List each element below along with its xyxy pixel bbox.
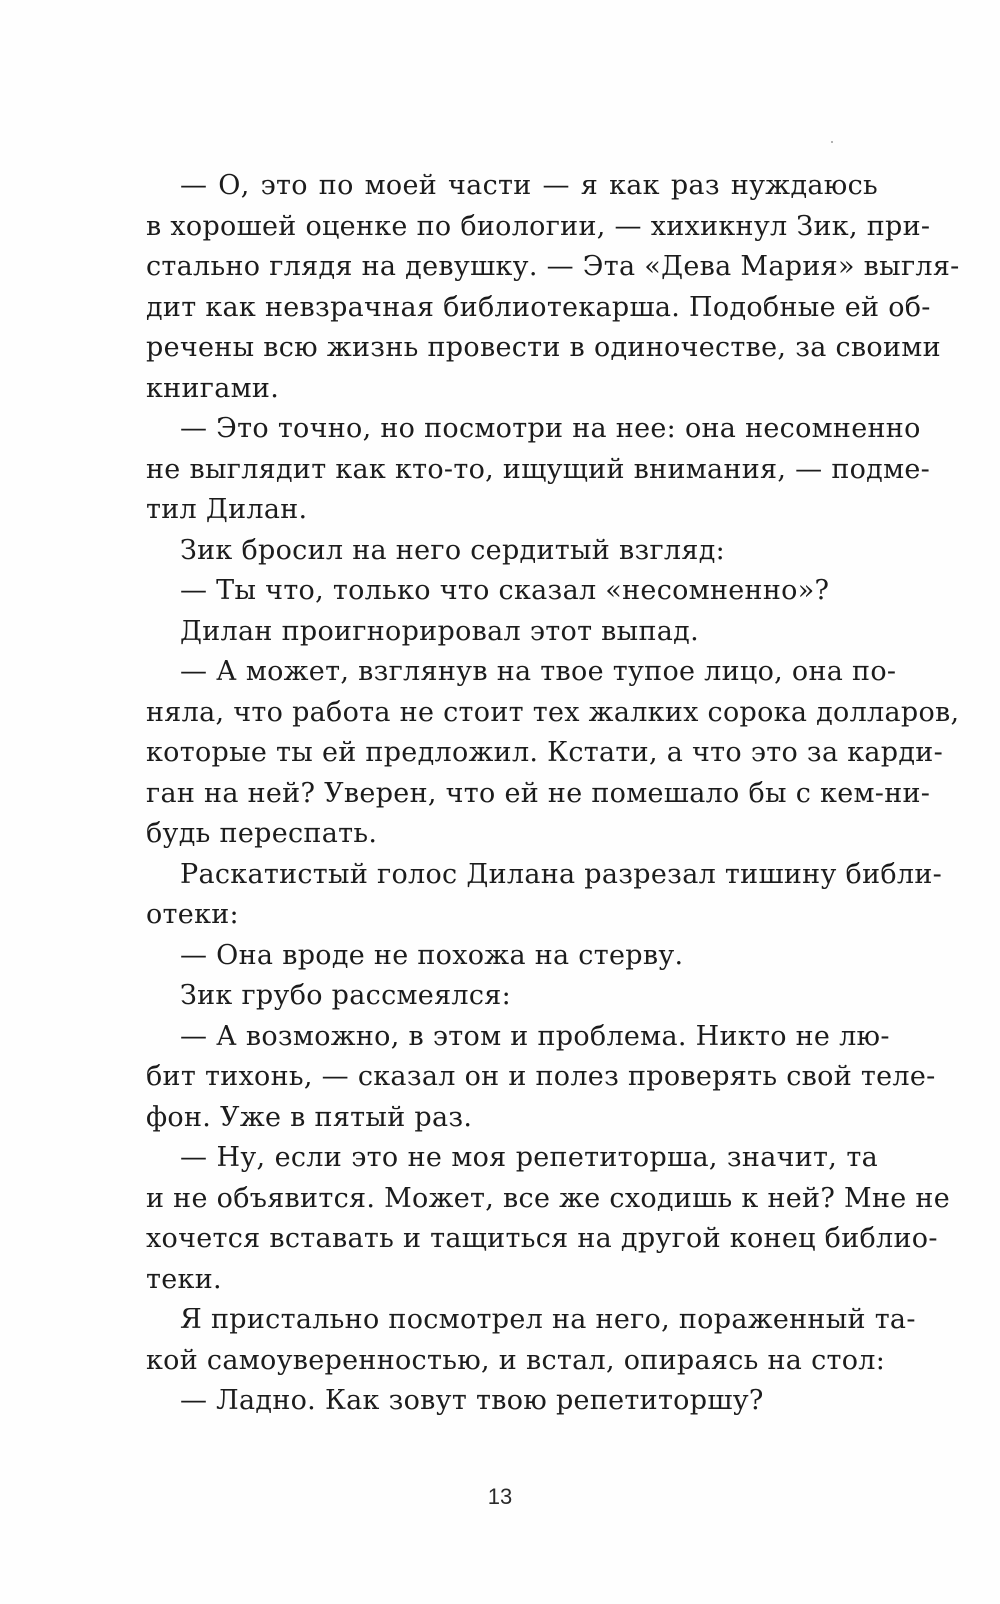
- paper-speck: [831, 141, 833, 143]
- text-line: Зик грубо рассмеялся:: [180, 980, 512, 1011]
- text-line: кой самоуверенностью, и встал, опираясь на стол:: [146, 1344, 886, 1376]
- text-line: стально глядя на девушку. — Эта «Дева Мария» выгля-: [146, 251, 960, 282]
- text-line: няла, что работа не стоит тех жалких сорока долларов,: [146, 696, 960, 728]
- text-line: — О, это по моей части — я как раз нуждаюсь: [180, 170, 878, 201]
- text-line: ган на ней? Уверен, что ей не помешало бы с кем-ни-: [146, 777, 931, 809]
- text-line: — А может, взглянув на твое тупое лицо, она по-: [180, 656, 897, 687]
- text-line: Я пристально посмотрел на него, пораженный та-: [180, 1304, 916, 1335]
- text-line: — Ладно. Как зовут твою репетиторшу?: [180, 1385, 764, 1416]
- body-text: [146, 166, 960, 1422]
- text-line: дит как невзрачная библиотекарша. Подобные ей об-: [146, 291, 931, 323]
- text-line: тил Дилан.: [146, 494, 308, 525]
- text-line: которые ты ей предложил. Кстати, а что это за карди-: [146, 737, 944, 768]
- text-line: в хорошей оценке по биологии, — хихикнул Зик, при-: [146, 210, 931, 242]
- text-line: — А возможно, в этом и проблема. Никто не лю-: [180, 1020, 890, 1052]
- page-number: 13: [487, 1484, 513, 1509]
- text-line: Раскатистый голос Дилана разрезал тишину библи-: [180, 858, 943, 890]
- text-line: — Это точно, но посмотри на нее: она несомненно: [180, 413, 921, 444]
- text-line: — Ну, если это не моя репетиторша, значит, та: [180, 1142, 878, 1173]
- text-line: — Ты что, только что сказал «несомненно»?: [180, 575, 830, 606]
- text-line: теки.: [146, 1263, 222, 1295]
- text-line: и не объявится. Может, все же сходишь к ней? Мне не: [146, 1182, 950, 1214]
- text-line: речены всю жизнь провести в одиночестве, за своими: [146, 332, 941, 363]
- text-line: — Она вроде не похожа на стерву.: [180, 939, 684, 971]
- text-line: не выглядит как кто-то, ищущий внимания, — подме-: [146, 453, 931, 485]
- text-line: отеки:: [146, 899, 239, 930]
- text-line: будь переспать.: [146, 818, 378, 849]
- text-line: книгами.: [146, 372, 280, 404]
- text-line: Зик бросил на него сердитый взгляд:: [180, 534, 726, 566]
- text-line: бит тихонь, — сказал он и полез проверять свой теле-: [146, 1061, 936, 1092]
- text-line: Дилан проигнорировал этот выпад.: [180, 615, 699, 647]
- text-line: хочется вставать и тащиться на другой конец библио-: [146, 1223, 938, 1254]
- text-line: фон. Уже в пятый раз.: [146, 1101, 473, 1133]
